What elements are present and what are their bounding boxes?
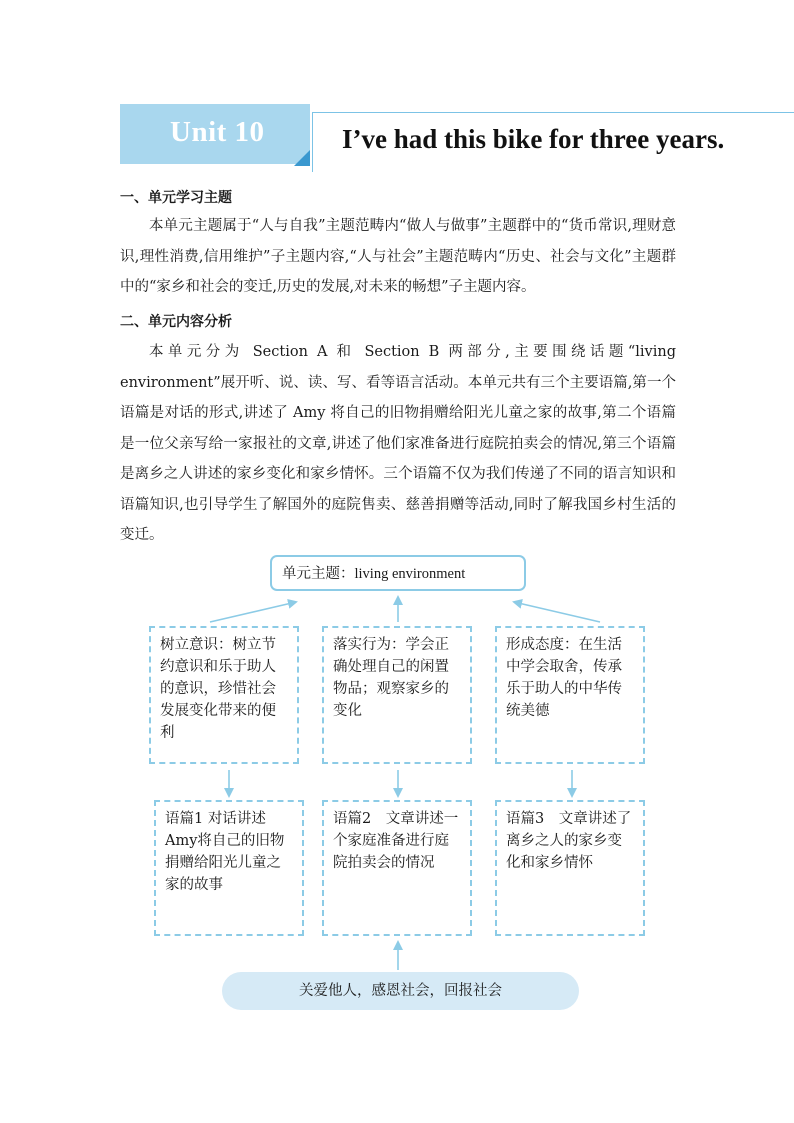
goal-box-behavior: 落实行为：学会正确处理自己的闲置物品；观察家乡的变化: [322, 626, 472, 764]
text-box-1: 语篇1 对话讲述Amy将自己的旧物捐赠给阳光儿童之家的故事: [154, 800, 304, 936]
goal-box-attitude: 形成态度：在生活中学会取舍，传承乐于助人的中华传统美德: [495, 626, 645, 764]
root-theme-box: 单元主题：living environment: [270, 555, 526, 591]
text-box-3: 语篇3 文章讲述了离乡之人的家乡变化和家乡情怀: [495, 800, 645, 936]
bottom-value-pill: 关爱他人，感恩社会，回报社会: [222, 972, 579, 1010]
unit-title: I’ve had this bike for three years.: [342, 124, 725, 154]
text-box-2: 语篇2 文章讲述一个家庭准备进行庭院拍卖会的情况: [322, 800, 472, 936]
theme-text: 本单元主题属于“人与自我”主题范畴内“做人与做事”主题群中的“货币常识,理财意识,理性消费,信用维护”子主题内容,“人与社会”主题范畴内“历史、社会与文化”主题群中的“家乡和社会的变迁,历史的发展,对未来的畅想”子主题内容。: [120, 218, 676, 295]
section-heading-theme: 一、单元学习主题: [120, 190, 232, 206]
unit-label: Unit 10: [170, 116, 265, 148]
arrow-goal3-to-root: [514, 602, 600, 622]
goal-box-awareness: 树立意识：树立节约意识和乐于助人的意识，珍惜社会发展变化带来的便利: [149, 626, 299, 764]
arrow-goal1-to-root: [210, 602, 296, 622]
analysis-text: 本单元分为 Section A 和 Section B 两部分,主要围绕话题“living environment”展开听、说、读、写、看等语言活动。本单元共有三个主要语篇,第一个语篇是对话的形式,讲述了 Amy 将自己的旧物捐赠给阳光儿童之家的故事,第二个语篇是一位父亲写给一家报社的文章,讲述了他们家准备进行庭院拍卖会的情况,第三个语篇是离乡之人讲述的家乡变化和家乡情怀。三个语篇不仅为我们传递了不同的语言知识和语篇知识,也引导学生了解国外的庭院售卖、慈善捐赠等活动,同时了解我国乡村生活的变迁。: [120, 344, 676, 543]
section-heading-analysis: 二、单元内容分析: [120, 314, 232, 330]
